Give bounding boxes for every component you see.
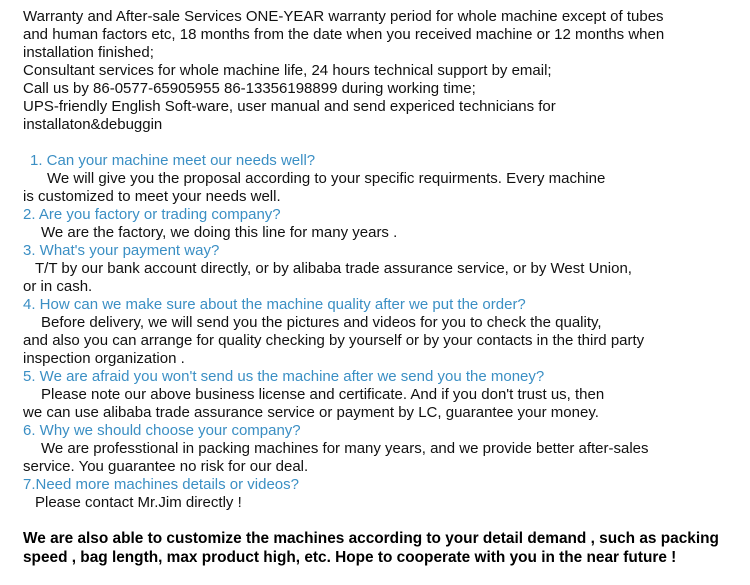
faq-question: 6. Why we should choose your company?: [23, 422, 301, 439]
faq-question: 2. Are you factory or trading company?: [23, 206, 281, 223]
faq-question: 7.Need more machines details or videos?: [23, 476, 299, 493]
warranty-line: installaton&debuggin: [23, 116, 163, 133]
faq-answer: T/T by our bank account directly, or by alibaba trade assurance service, or by West Union,: [35, 260, 632, 277]
faq-question: 5. We are afraid you won't send us the machine after we send you the money?: [23, 368, 545, 385]
warranty-line: installation finished;: [23, 44, 154, 61]
faq-question: 4. How can we make sure about the machine quality after we put the order?: [23, 296, 526, 313]
closing-statement-line: We are also able to customize the machines according to your detail demand , such as packing: [23, 530, 719, 547]
faq-answer: We will give you the proposal according to your specific requirments. Every machine: [47, 170, 606, 187]
faq-question: 1. Can your machine meet our needs well?: [30, 152, 316, 169]
faq-answer: or in cash.: [23, 278, 93, 295]
warranty-line: Call us by 86-0577-65905955 86-13356198899 during working time;: [23, 80, 476, 97]
faq-answer: and also you can arrange for quality checking by yourself or by your contacts in the third party: [23, 332, 645, 349]
faq-answer: Please contact Mr.Jim directly !: [35, 494, 242, 511]
warranty-line: and human factors etc, 18 months from the date when you received machine or 12 months when: [23, 26, 665, 43]
faq-answer: Before delivery, we will send you the pictures and videos for you to check the quality,: [41, 314, 602, 331]
warranty-line: UPS-friendly English Soft-ware, user manual and send expericed technicians for: [23, 98, 556, 115]
faq-answer: is customized to meet your needs well.: [23, 188, 281, 205]
closing-statement-line: speed , bag length, max product high, etc. Hope to cooperate with you in the near future !: [23, 549, 677, 566]
faq-answer: Please note our above business license and certificate. And if you don't trust us, then: [41, 386, 605, 403]
faq-answer: inspection organization .: [23, 350, 185, 367]
faq-question: 3. What's your payment way?: [23, 242, 220, 259]
faq-answer: we can use alibaba trade assurance service or payment by LC, guarantee your money.: [23, 404, 599, 421]
faq-answer: We are the factory, we doing this line for many years .: [41, 224, 398, 241]
faq-answer: service. You guarantee no risk for our deal.: [23, 458, 309, 475]
warranty-line: Warranty and After-sale Services ONE-YEAR warranty period for whole machine except of tubes: [23, 8, 664, 25]
faq-answer: We are professtional in packing machines for many years, and we provide better after-sales: [41, 440, 649, 457]
warranty-line: Consultant services for whole machine life, 24 hours technical support by email;: [23, 62, 552, 79]
